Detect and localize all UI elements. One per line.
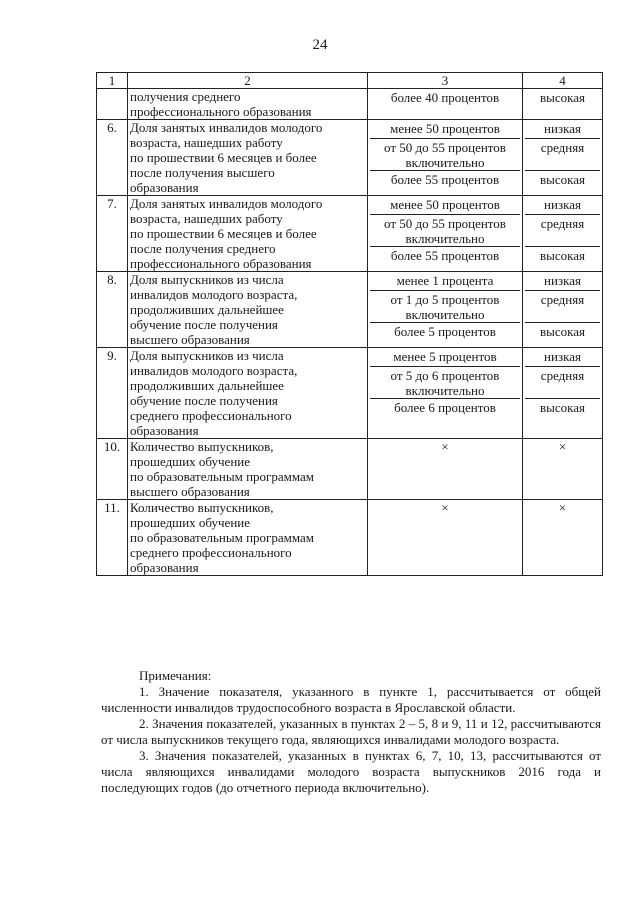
header-cell: 3 xyxy=(368,73,523,89)
indicator-name-line: профессионального образования xyxy=(130,104,312,119)
indicator-name-line: по образовательным программам xyxy=(130,530,315,545)
threshold-value: от 50 до 55 процентов включительно xyxy=(370,214,520,246)
level-value: средняя xyxy=(525,290,600,322)
threshold-value: более 6 процентов xyxy=(370,398,520,417)
indicator-name xyxy=(128,500,368,576)
value-cell xyxy=(368,89,523,120)
indicator-name-line: Количество выпускников, xyxy=(130,439,274,454)
indicator-name-line: по прошествии 6 месяцев и более xyxy=(130,226,317,241)
threshold-value: более 55 процентов xyxy=(370,170,520,189)
level-value: средняя xyxy=(525,138,600,170)
indicator-name-line: получения среднего xyxy=(130,89,241,104)
indicator-name-line: инвалидов молодого возраста, xyxy=(130,363,298,378)
indicator-name-line: по прошествии 6 месяцев и более xyxy=(130,150,317,165)
indicator-name xyxy=(128,272,368,348)
threshold-value: менее 50 процентов xyxy=(390,121,500,136)
table-row xyxy=(97,89,603,120)
value-cell xyxy=(368,272,523,348)
indicator-name-line: возраста, нашедших работу xyxy=(130,211,283,226)
indicator-name-line: профессионального образования xyxy=(130,256,312,271)
indicator-name-line: Количество выпускников, xyxy=(130,500,274,515)
level-value: высокая xyxy=(539,90,585,105)
indicators-table xyxy=(96,72,603,576)
level-cell xyxy=(523,348,603,439)
indicator-name-line: обучение после получения xyxy=(130,317,278,332)
level-cell xyxy=(523,272,603,348)
note-item: 3. Значения показателей, указанных в пунктах 6, 7, 10, 13, рассчитываются от числа являющихся инвалидами молодого возраста выпускников 2016 года и последующих годов (до отчетного периода включительно). xyxy=(101,748,601,795)
indicator-name-line: продолживших дальнейшее xyxy=(130,378,284,393)
threshold-value: менее 50 процентов xyxy=(390,197,500,212)
indicator-name xyxy=(128,89,368,120)
indicator-name-line: образования xyxy=(130,423,199,438)
header-cell: 1 xyxy=(97,73,128,89)
row-number: 6. xyxy=(97,120,128,196)
indicator-name-line: Доля выпускников из числа xyxy=(130,272,284,287)
indicator-name-line: образования xyxy=(130,560,199,575)
indicator-name xyxy=(128,348,368,439)
level-value: высокая xyxy=(525,170,600,189)
value-cell xyxy=(368,196,523,272)
header-cell: 4 xyxy=(523,73,603,89)
table-row xyxy=(97,500,603,576)
level-cell xyxy=(523,196,603,272)
indicator-name-line: после получения высшего xyxy=(130,165,275,180)
threshold-value: от 5 до 6 процентов включительно xyxy=(370,366,520,398)
indicator-name-line: среднего профессионального xyxy=(130,408,292,423)
level-value: низкая xyxy=(544,197,581,212)
threshold-value: менее 1 процента xyxy=(396,273,494,288)
threshold-value: от 50 до 55 процентов включительно xyxy=(370,138,520,170)
level-value: высокая xyxy=(525,322,600,341)
indicator-name xyxy=(128,439,368,500)
notes-title: Примечания: xyxy=(139,668,212,683)
level-value: средняя xyxy=(525,214,600,246)
header-cell: 2 xyxy=(128,73,368,89)
not-applicable-mark: × xyxy=(368,500,523,576)
threshold-value: более 40 процентов xyxy=(390,90,500,105)
not-applicable-mark: × xyxy=(523,439,603,500)
value-cell xyxy=(368,348,523,439)
indicator-name-line: после получения среднего xyxy=(130,241,276,256)
indicator-name-line: среднего профессионального xyxy=(130,545,292,560)
threshold-value: от 1 до 5 процентов включительно xyxy=(370,290,520,322)
indicator-name-line: возраста, нашедших работу xyxy=(130,135,283,150)
level-value: средняя xyxy=(525,366,600,398)
indicator-name-line: по образовательным программам xyxy=(130,469,315,484)
indicator-name-line: Доля занятых инвалидов молодого xyxy=(130,196,323,211)
level-value: низкая xyxy=(544,349,581,364)
level-value: высокая xyxy=(525,398,600,417)
threshold-value: менее 5 процентов xyxy=(393,349,497,364)
table-row xyxy=(97,272,603,348)
note-item: 2. Значения показателей, указанных в пунктах 2 – 5, 8 и 9, 11 и 12, рассчитываются от числа выпускников текущего года, являющихся инвалидами молодого возраста. xyxy=(101,716,601,747)
indicator-name-line: Доля выпускников из числа xyxy=(130,348,284,363)
indicator-name-line: Доля занятых инвалидов молодого xyxy=(130,120,323,135)
threshold-value: более 55 процентов xyxy=(370,246,520,265)
row-number: 7. xyxy=(97,196,128,272)
level-cell xyxy=(523,89,603,120)
row-number: 8. xyxy=(97,272,128,348)
row-number: 9. xyxy=(97,348,128,439)
page-number: 24 xyxy=(312,37,328,53)
indicator-name-line: прошедших обучение xyxy=(130,454,251,469)
value-cell xyxy=(368,120,523,196)
table-row xyxy=(97,120,603,196)
indicator-name-line: продолживших дальнейшее xyxy=(130,302,284,317)
indicator-name-line: обучение после получения xyxy=(130,393,278,408)
not-applicable-mark: × xyxy=(523,500,603,576)
not-applicable-mark: × xyxy=(368,439,523,500)
table-row xyxy=(97,439,603,500)
indicator-name-line: образования xyxy=(130,180,199,195)
indicator-name-line: высшего образования xyxy=(130,332,250,347)
row-number xyxy=(97,89,128,120)
level-value: низкая xyxy=(544,273,581,288)
threshold-value: более 5 процентов xyxy=(370,322,520,341)
notes-section xyxy=(101,668,601,796)
table-row xyxy=(97,196,603,272)
level-value: высокая xyxy=(525,246,600,265)
indicator-name-line: инвалидов молодого возраста, xyxy=(130,287,298,302)
row-number: 11. xyxy=(97,500,128,576)
indicator-name-line: прошедших обучение xyxy=(130,515,251,530)
indicator-name-line: высшего образования xyxy=(130,484,250,499)
table-row xyxy=(97,348,603,439)
indicator-name xyxy=(128,196,368,272)
table-header-row xyxy=(97,73,603,89)
note-item: 1. Значение показателя, указанного в пункте 1, рассчитывается от общей численности инвалидов трудоспособного возраста в Ярославской области. xyxy=(101,684,601,715)
row-number: 10. xyxy=(97,439,128,500)
level-cell xyxy=(523,120,603,196)
indicator-name xyxy=(128,120,368,196)
level-value: низкая xyxy=(544,121,581,136)
